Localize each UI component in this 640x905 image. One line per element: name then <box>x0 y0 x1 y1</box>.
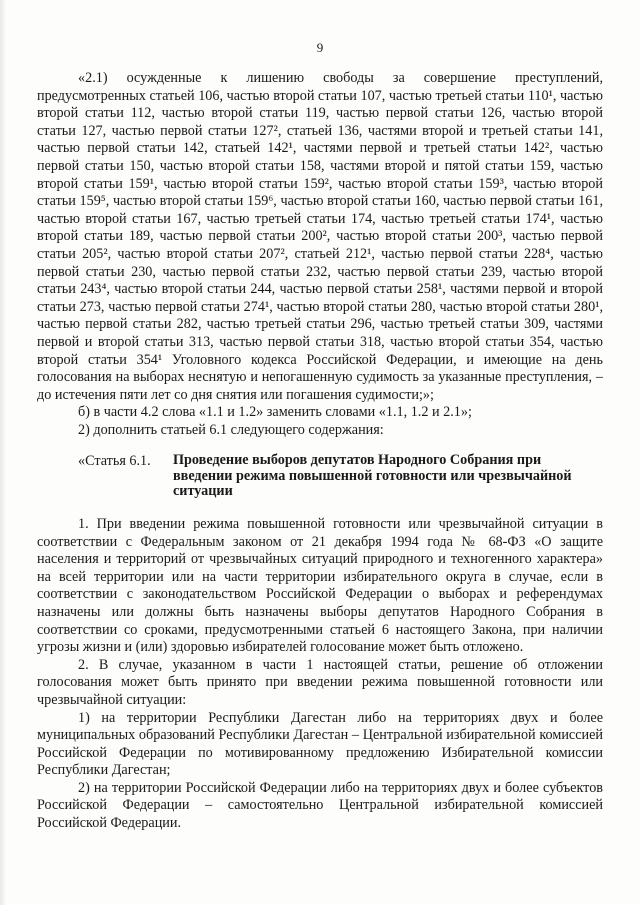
article-part-1: 1. При введении режима повышенной готовности или чрезвычайной ситуации в соответствии с Федеральным законом от 21 декабря 1994 года № 68-ФЗ «О защите населения и территорий от чрезвычайных ситуаций природного и техногенного характера» на всей территории или на части территории избирательного округа в случае, если в соответствии с законодательством Российской Федерации о выборах и референдумах назначены или должны быть назначены выборы депутатов Народного Собрания в соответствии со сроками, предусмотренными статьей 6 настоящего Закона, при наличии угрозы жизни и (или) здоровью избирателей голосование может быть отложено. <box>37 515 603 656</box>
article-item-1: 1) на территории Республики Дагестан либо на территориях двух и более муниципальных образований Республики Дагестан – Центральной избирательной комиссией Российской Федерации по мотивированному предложению Избирательной комиссии Республики Дагестан; <box>37 709 603 779</box>
article-label: «Статья 6.1. <box>78 453 151 470</box>
document-body <box>37 70 603 833</box>
paragraph-2-1: «2.1) осужденные к лишению свободы за совершение преступлений, предусмотренных статьей 106, частью второй статьи 107, частью третьей статьи 110¹, частью второй статьи 112, частью второй статьи 119, частью первой статьи 126, частью второй статьи 127, частью первой статьи 127², статьей 136, частями второй и третьей статьи 141, частью первой статьи 142, статьей 142¹, частями первой и третьей статьи 142², частью первой статьи 150, частью второй статьи 158, частями второй и пятой статьи 159, частью второй статьи 159¹, частью второй статьи 159², частью второй статьи 159³, частью второй статьи 159⁵, частью второй статьи 159⁶, частью второй статьи 160, частью первой статьи 161, частью второй статьи 167, частью третьей статьи 174, частью третьей статьи 174¹, частью второй статьи 189, частью первой статьи 200², частью второй статьи 200³, частью первой статьи 205², частью второй статьи 207², статьей 212¹, частью первой статьи 228⁴, частью первой статьи 230, частью первой статьи 232, частью первой статьи 239, частью второй статьи 243⁴, частью второй статьи 244, частью первой статьи 258¹, частями первой и второй статьи 273, частью первой статьи 274¹, частью второй статьи 280, частью второй статьи 280¹, частью первой статьи 282, частью третьей статьи 296, частью третьей статьи 309, частями первой и второй статьи 313, частью первой статьи 318, частью второй статьи 354, частью второй статьи 354¹ Уголовного кодекса Российской Федерации, и имеющие на день голосования на выборах неснятую и непогашенную судимость за указанные преступления, – до истечения пяти лет со дня снятия или погашения судимости;»; <box>37 70 603 403</box>
article-part-2: 2. В случае, указанном в части 1 настоящей статьи, решение об отложении голосования может быть принято при введении режима повышенной готовности или чрезвычайной ситуации: <box>37 656 603 708</box>
article-title: Проведение выборов депутатов Народного Собрания при введении режима повышенной готовности или чрезвычайной ситуации <box>173 452 572 500</box>
article-heading <box>37 453 603 500</box>
paragraph-2: 2) дополнить статьей 6.1 следующего содержания: <box>78 421 384 438</box>
scan-edge-shadow <box>0 0 6 905</box>
paragraph-b: б) в части 4.2 слова «1.1 и 1.2» заменить словами «1.1, 1.2 и 2.1»; <box>78 404 472 421</box>
article-item-2: 2) на территории Российской Федерации либо на территориях двух и более субъектов Российской Федерации – самостоятельно Центральной избирательной комиссией Российской Федерации. <box>37 779 603 832</box>
page-number: 9 <box>316 40 324 55</box>
